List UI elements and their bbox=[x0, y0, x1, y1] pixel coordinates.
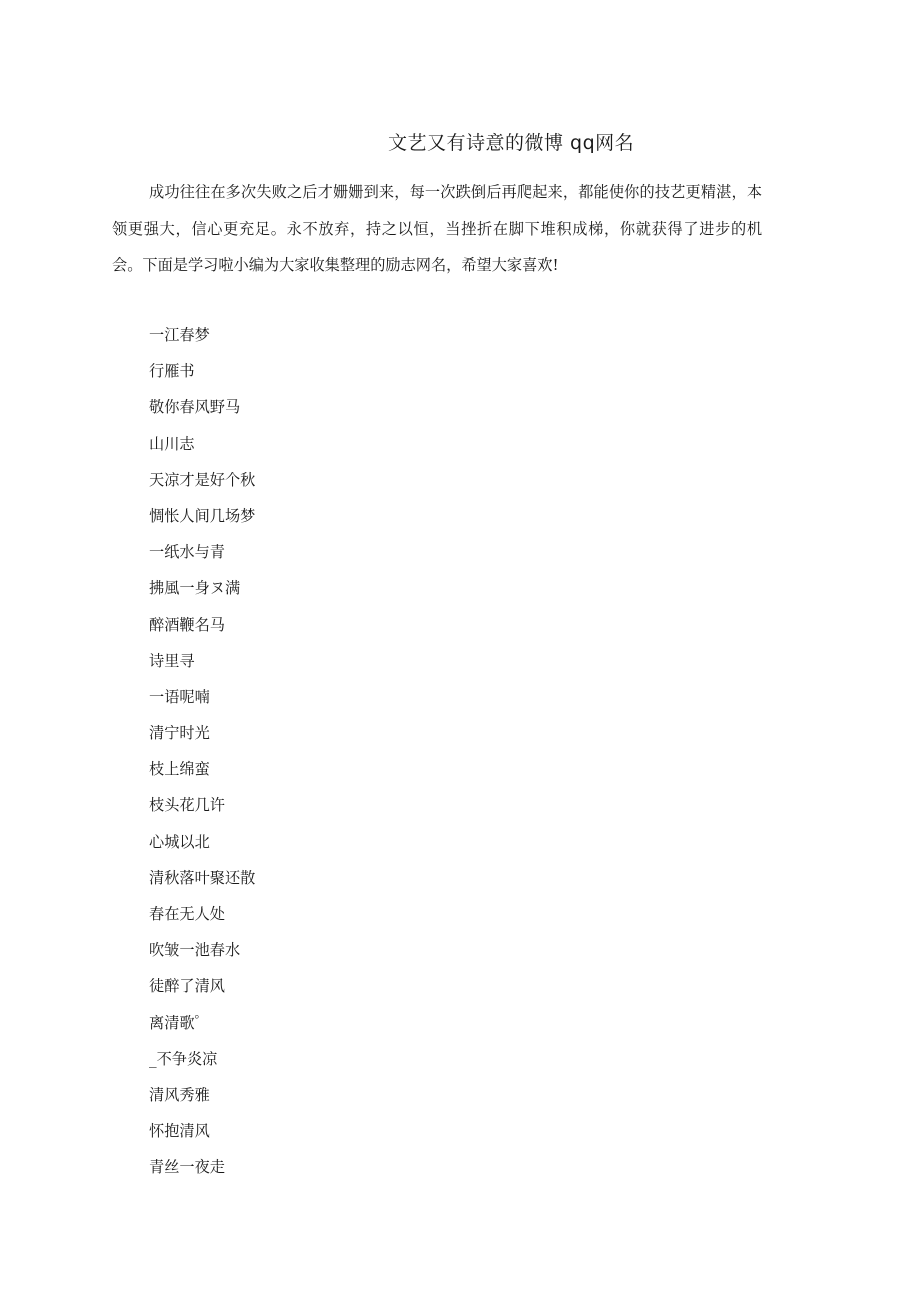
intro-paragraph: 成功往往在多次失败之后才姗姗到来，每一次跌倒后再爬起来，都能使你的技艺更精湛，本领更强大，信心更充足。永不放弃，持之以恒，当挫折在脚下堆积成梯，你就获得了进步的机会。下面是学习啦小编为大家收集整理的励志网名，希望大家喜欢! bbox=[112, 183, 762, 274]
list-item: 天凉才是好个秋 bbox=[149, 470, 256, 489]
list-item: _不争炎凉 bbox=[149, 1049, 218, 1068]
list-item: 吹皱一池春水 bbox=[149, 941, 241, 960]
list-item: 拂風一身ヌ满 bbox=[149, 579, 241, 598]
list-item: 诗里寻 bbox=[149, 651, 195, 670]
list-item: 枝上绵蛮 bbox=[149, 760, 210, 779]
list-item: 心城以北 bbox=[149, 832, 210, 851]
list-item: 山川志 bbox=[149, 434, 195, 453]
list-item: 怀抱清风 bbox=[149, 1122, 210, 1141]
list-item: 一江春梦 bbox=[149, 326, 210, 344]
list-item: 清秋落叶聚还散 bbox=[149, 868, 256, 887]
list-item: 徒醉了清风 bbox=[149, 977, 225, 996]
list-item: 行雁书 bbox=[149, 362, 195, 381]
list-item: 醉酒鞭名马 bbox=[149, 615, 225, 634]
nickname-list bbox=[149, 317, 255, 1186]
list-item: 清宁时光 bbox=[149, 724, 210, 743]
list-item: 惆怅人间几场梦 bbox=[149, 506, 256, 525]
list-item: 清风秀雅 bbox=[149, 1085, 210, 1104]
list-item: 青丝一夜走 bbox=[149, 1158, 225, 1177]
list-item: 春在无人处 bbox=[149, 905, 225, 923]
list-item: 一纸水与青 bbox=[149, 543, 225, 562]
list-item: 离清歌゜ bbox=[149, 1013, 210, 1032]
list-item: 枝头花几许 bbox=[149, 796, 225, 815]
list-item: 一语呢喃 bbox=[149, 687, 210, 706]
document-title: 文艺又有诗意的微博 qq网名 bbox=[388, 131, 635, 154]
list-item: 敬你春风野马 bbox=[149, 398, 241, 417]
